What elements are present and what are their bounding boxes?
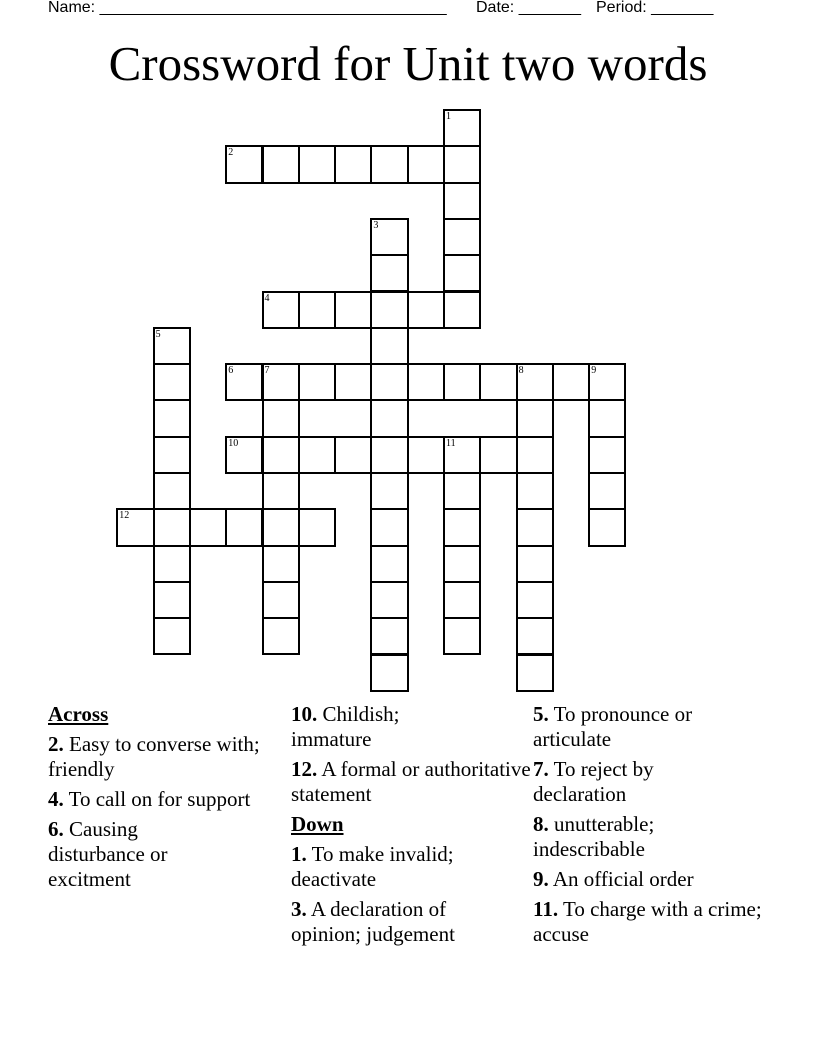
- grid-cell[interactable]: [443, 545, 481, 583]
- grid-cell[interactable]: [370, 508, 408, 546]
- grid-cell[interactable]: [443, 436, 481, 474]
- grid-cell[interactable]: [479, 363, 517, 401]
- grid-cell[interactable]: [153, 327, 191, 365]
- grid-cell[interactable]: [552, 363, 590, 401]
- grid-cell[interactable]: [262, 436, 300, 474]
- clue-across-6: 6. Causing disturbance or excitment: [48, 817, 168, 891]
- grid-cell[interactable]: [116, 508, 154, 546]
- grid-cell[interactable]: [516, 545, 554, 583]
- grid-cell[interactable]: [262, 291, 300, 329]
- grid-cell[interactable]: [588, 508, 626, 546]
- clue-number: 5: [155, 328, 161, 340]
- grid-cell[interactable]: [262, 145, 300, 183]
- clue-down-1: 1. To make invalid; deactivate: [291, 842, 454, 891]
- clue-number: 6: [228, 365, 234, 377]
- clue-column-1: [48, 702, 288, 897]
- grid-cell[interactable]: [443, 254, 481, 292]
- grid-cell[interactable]: [153, 508, 191, 546]
- grid-cell[interactable]: [516, 363, 554, 401]
- grid-cell[interactable]: [407, 436, 445, 474]
- grid-cell[interactable]: [225, 363, 263, 401]
- grid-cell[interactable]: [443, 581, 481, 619]
- grid-cell[interactable]: [298, 291, 336, 329]
- clue-across-10: 10. Childish; immature: [291, 702, 400, 751]
- grid-cell[interactable]: [370, 581, 408, 619]
- grid-cell[interactable]: [370, 399, 408, 437]
- grid-cell[interactable]: [516, 617, 554, 655]
- grid-cell[interactable]: [443, 218, 481, 256]
- grid-cell[interactable]: [370, 545, 408, 583]
- grid-cell[interactable]: [588, 436, 626, 474]
- grid-cell[interactable]: [407, 363, 445, 401]
- grid-cell[interactable]: [516, 581, 554, 619]
- grid-cell[interactable]: [443, 508, 481, 546]
- grid-cell[interactable]: [262, 508, 300, 546]
- grid-cell[interactable]: [298, 363, 336, 401]
- grid-cell[interactable]: [298, 145, 336, 183]
- name-field[interactable]: Name: _______________________________________: [48, 0, 447, 16]
- clue-across-4: 4. To call on for support: [48, 787, 251, 811]
- grid-cell[interactable]: [262, 617, 300, 655]
- grid-cell[interactable]: [189, 508, 227, 546]
- date-field[interactable]: Date: _______: [476, 0, 581, 16]
- grid-cell[interactable]: [225, 145, 263, 183]
- clue-number: 7: [264, 365, 270, 377]
- clue-number: 4: [264, 292, 270, 304]
- grid-cell[interactable]: [370, 327, 408, 365]
- grid-cell[interactable]: [153, 617, 191, 655]
- grid-cell[interactable]: [479, 436, 517, 474]
- grid-cell[interactable]: [262, 399, 300, 437]
- grid-cell[interactable]: [153, 399, 191, 437]
- grid-cell[interactable]: [443, 363, 481, 401]
- grid-cell[interactable]: [443, 109, 481, 147]
- grid-cell[interactable]: [407, 291, 445, 329]
- clue-number: 3: [373, 219, 379, 231]
- grid-cell[interactable]: [153, 545, 191, 583]
- clue-down-5: 5. To pronounce or articulate: [533, 702, 693, 751]
- grid-cell[interactable]: [370, 654, 408, 692]
- grid-cell[interactable]: [370, 617, 408, 655]
- grid-cell[interactable]: [370, 436, 408, 474]
- down-heading: Down: [291, 812, 344, 836]
- clue-column-3: [533, 702, 773, 952]
- clue-number: 10: [228, 437, 239, 449]
- grid-cell[interactable]: [443, 145, 481, 183]
- grid-cell[interactable]: [153, 436, 191, 474]
- grid-cell[interactable]: [334, 436, 372, 474]
- clue-number: 8: [518, 365, 524, 377]
- grid-cell[interactable]: [262, 363, 300, 401]
- clue-across-2: 2. Easy to converse with; friendly: [48, 732, 260, 781]
- grid-cell[interactable]: [443, 617, 481, 655]
- clue-down-7: 7. To reject by declaration: [533, 757, 654, 806]
- grid-cell[interactable]: [370, 291, 408, 329]
- grid-cell[interactable]: [262, 472, 300, 510]
- clue-number: 2: [228, 147, 234, 159]
- grid-cell[interactable]: [407, 145, 445, 183]
- clue-column-2: [291, 702, 531, 952]
- grid-cell[interactable]: [153, 581, 191, 619]
- grid-cell[interactable]: [443, 182, 481, 220]
- grid-cell[interactable]: [225, 508, 263, 546]
- grid-cell[interactable]: [516, 508, 554, 546]
- grid-cell[interactable]: [334, 291, 372, 329]
- grid-cell[interactable]: [298, 436, 336, 474]
- clue-number: 9: [591, 365, 597, 377]
- grid-cell[interactable]: [334, 145, 372, 183]
- grid-cell[interactable]: [588, 399, 626, 437]
- period-field[interactable]: Period: _______: [596, 0, 714, 16]
- clue-number: 12: [119, 510, 130, 522]
- clue-number: 11: [446, 437, 456, 449]
- clue-number: 1: [446, 111, 451, 122]
- grid-cell[interactable]: [443, 291, 481, 329]
- page-title: Crossword for Unit two words: [108, 36, 708, 91]
- grid-cell[interactable]: [298, 508, 336, 546]
- grid-cell[interactable]: [370, 254, 408, 292]
- grid-cell[interactable]: [588, 472, 626, 510]
- clue-across-12: 12. A formal or authoritative statement: [291, 757, 531, 806]
- grid-cell[interactable]: [443, 472, 481, 510]
- grid-cell[interactable]: [262, 581, 300, 619]
- grid-cell[interactable]: [225, 436, 263, 474]
- grid-cell[interactable]: [370, 218, 408, 256]
- grid-cell[interactable]: [516, 472, 554, 510]
- clue-down-9: 9. An official order: [533, 867, 694, 891]
- grid-cell[interactable]: [370, 145, 408, 183]
- clue-down-11: 11. To charge with a crime; accuse: [533, 897, 762, 946]
- clue-down-8: 8. unutterable; indescribable: [533, 812, 655, 861]
- grid-cell[interactable]: [588, 363, 626, 401]
- grid-cell[interactable]: [370, 363, 408, 401]
- grid-cell[interactable]: [262, 545, 300, 583]
- grid-cell[interactable]: [516, 436, 554, 474]
- grid-cell[interactable]: [153, 472, 191, 510]
- clue-down-3: 3. A declaration of opinion; judgement: [291, 897, 455, 946]
- across-heading: Across: [48, 702, 109, 726]
- grid-cell[interactable]: [370, 472, 408, 510]
- grid-cell[interactable]: [334, 363, 372, 401]
- grid-cell[interactable]: [153, 363, 191, 401]
- grid-cell[interactable]: [516, 399, 554, 437]
- grid-cell[interactable]: [516, 654, 554, 692]
